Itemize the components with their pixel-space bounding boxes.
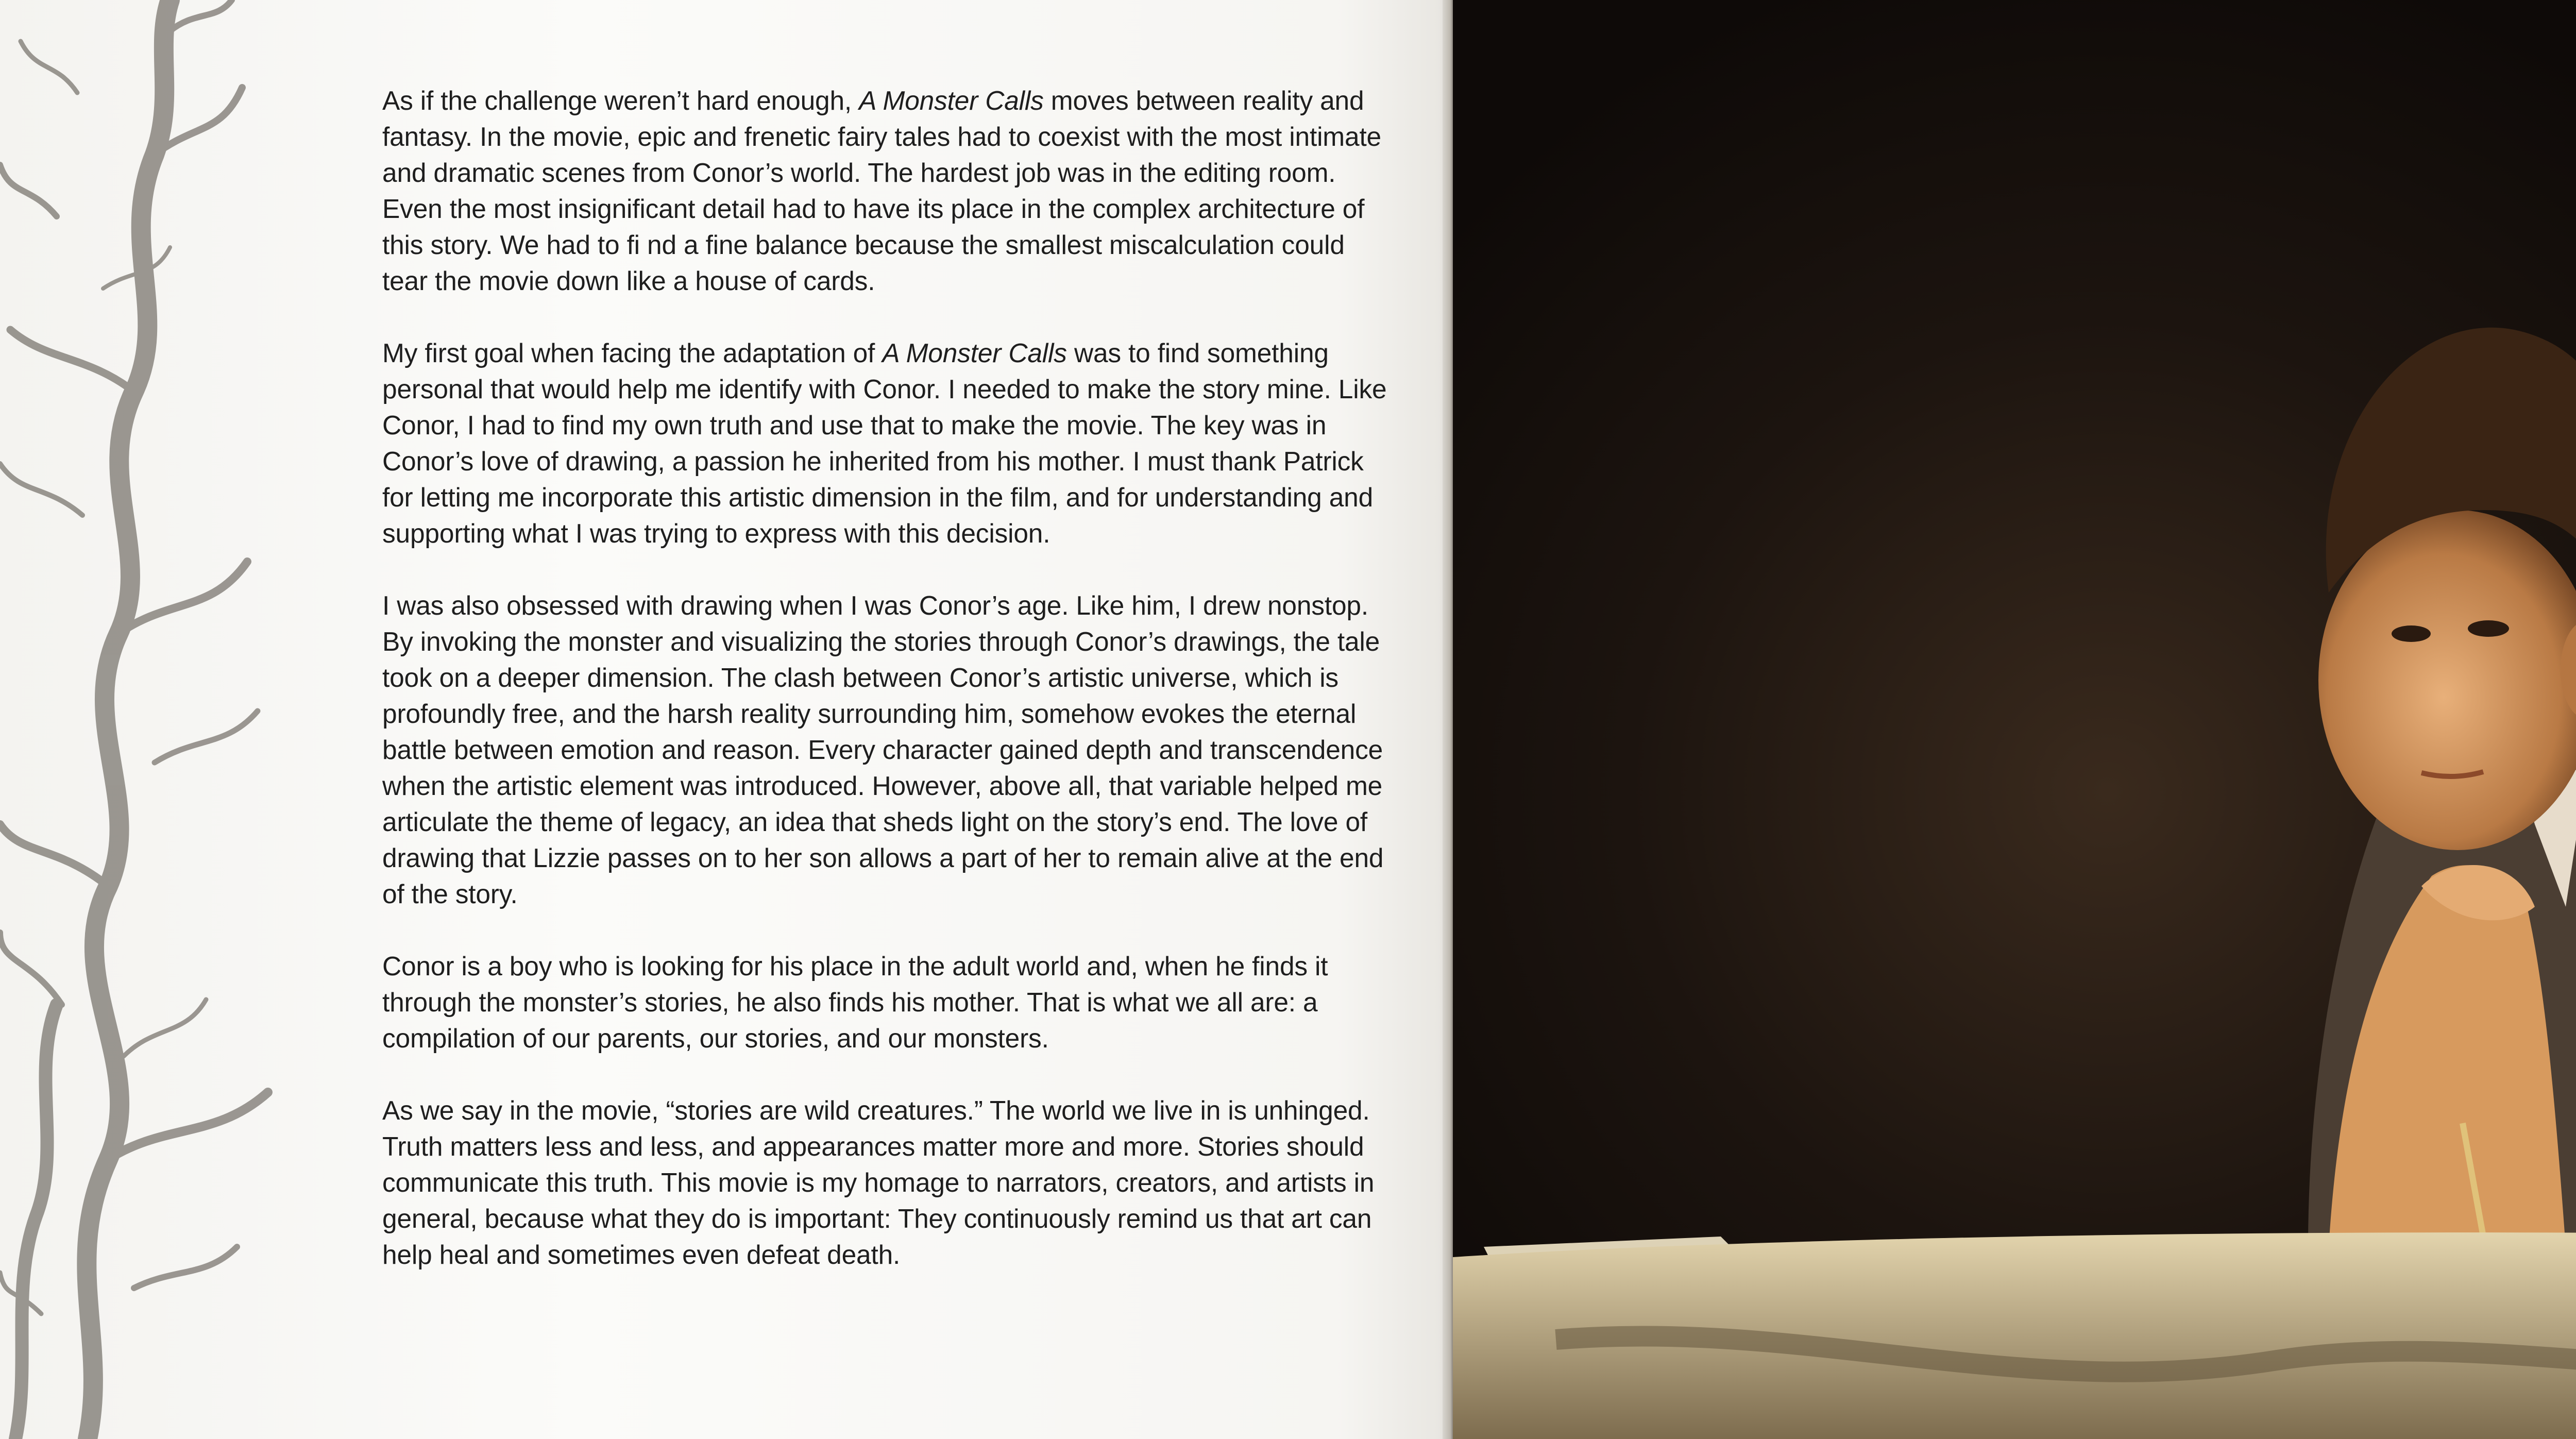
boy-portrait-photo: [1453, 0, 2576, 1439]
paragraph-text: Conor is a boy who is looking for his place in the adult world and, when he finds it through the monster’s stories, he also finds his mother. That is what we all are: a compilation of our parents, our stories, and our monsters.: [382, 951, 1328, 1053]
paragraph-text: My first goal when facing the adaptation of: [382, 338, 883, 368]
paragraph-text: As if the challenge weren’t hard enough,: [382, 86, 859, 115]
paragraph: [382, 1092, 1387, 1273]
book-title: A Monster Calls: [882, 338, 1067, 368]
paragraph: [382, 335, 1387, 551]
book-title: A Monster Calls: [859, 86, 1044, 115]
paragraph-text: moves between reality and fantasy. In the movie, epic and frenetic fairy tales had to coexist with the most intimate and dramatic scenes from Conor’s world. The hardest job was in the editing room. Even the most insignificant detail had to have its place in the complex architecture of this story. We had to fi nd a fine balance because the smallest miscalculation could tear the movie down like a house of cards.: [382, 86, 1382, 296]
paragraph: [382, 948, 1387, 1056]
paragraph: [382, 587, 1387, 912]
paragraph: [382, 82, 1387, 299]
paragraph-text: was to find something personal that would help me identify with Conor. I needed to make the story mine. Like Conor, I had to find my own truth and use that to make the movie. The key was in Conor’s love of drawing, a passion he inherited from his mother. I must thank Patrick for letting me incorporate this artistic dimension in the film, and for understanding and supporting what I was trying to express with this decision.: [382, 338, 1387, 548]
tree-branch-illustration: [0, 0, 319, 1439]
paragraph-text: I was also obsessed with drawing when I was Conor’s age. Like him, I drew nonstop. By invoking the monster and visualizing the stories through Conor’s drawings, the tale took on a deeper dimension. The clash between Conor’s artistic universe, which is profoundly free, and the harsh reality surrounding him, somehow evokes the eternal battle between emotion and reason. Every character gained depth and transcendence when the artistic element was introduced. However, above all, that variable helped me articulate the theme of legacy, an idea that sheds light on the story’s end. The love of drawing that Lizzie passes on to her son allows a part of her to remain alive at the end of the story.: [382, 590, 1384, 909]
right-page: [1453, 0, 2576, 1439]
article-text: [382, 82, 1387, 1309]
paragraph-text: As we say in the movie, “stories are wild creatures.” The world we live in is unhinged. Truth matters less and less, and appearances matter more and more. Stories should communicate this truth. This movie is my homage to narrators, creators, and artists in general, because what they do is important: They continuously remind us that art can help heal and sometimes even defeat death.: [382, 1095, 1375, 1269]
